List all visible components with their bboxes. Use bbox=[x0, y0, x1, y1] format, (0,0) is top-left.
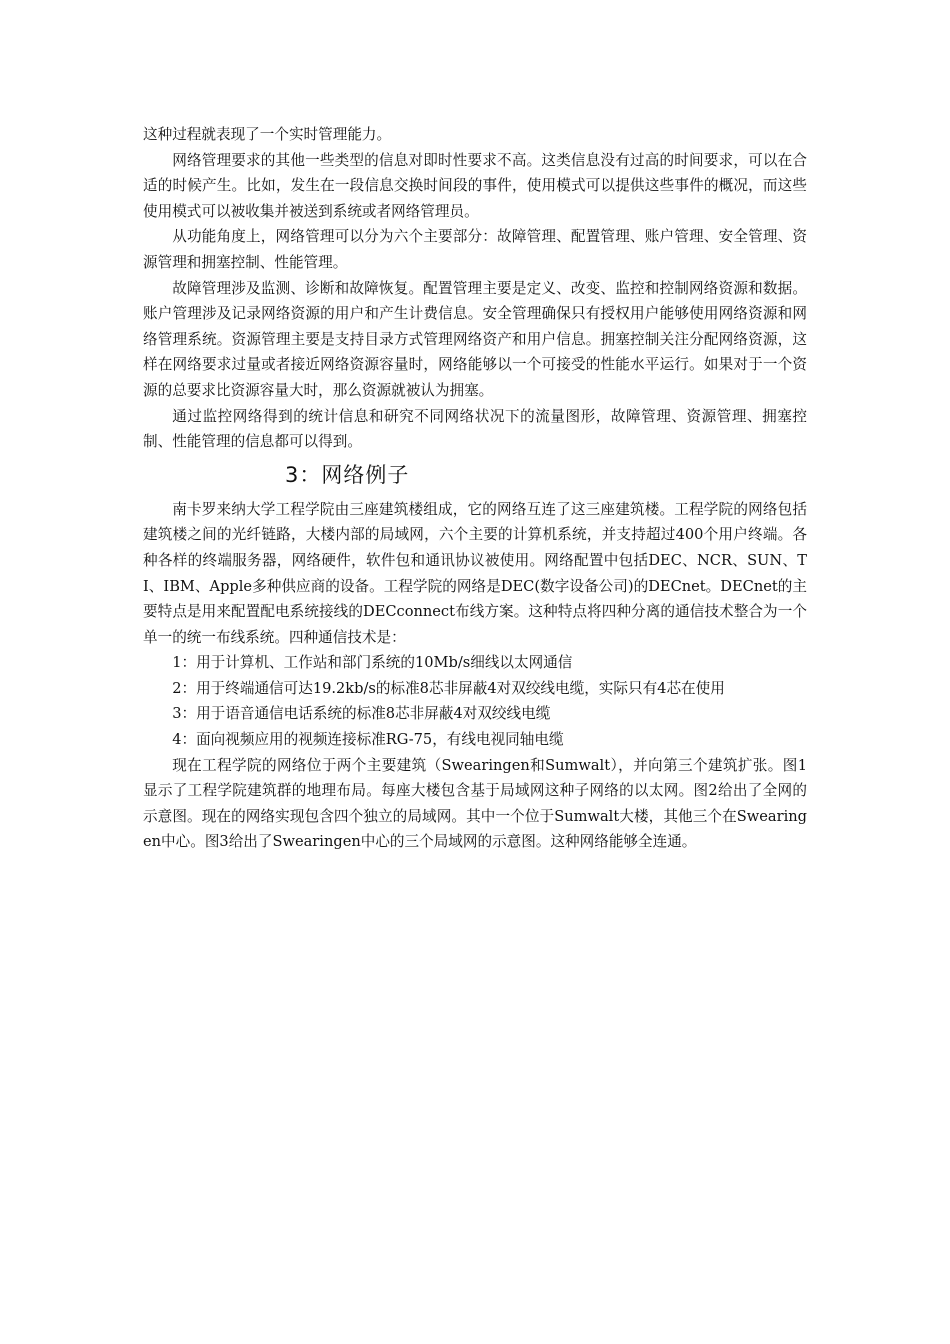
paragraph-management-details: 故障管理涉及监测、诊断和故障恢复。配置管理主要是定义、改变、监控和控制网络资源和数据。账户管理涉及记录网络资源的用户和产生计费信息。安全管理确保只有授权用户能够使用网络资源和网络管理系统。资源管理主要是支持目录方式管理网络资产和用户信息。拥塞控制关注分配网络资源，这样在网络要求过量或者接近网络资源容量时，网络能够以一个可接受的性能水平运行。如果对于一个资源的总要求比资源容量大时，那么资源就被认为拥塞。 bbox=[143, 279, 807, 399]
paragraph-network-example: 南卡罗来纳大学工程学院由三座建筑楼组成，它的网络互连了这三座建筑楼。工程学院的网络包括建筑楼之间的光纤链路，大楼内部的局域网，六个主要的计算机系统，并支持超过400个用户终端。各种各样的终端服务器，网络硬件，软件包和通讯协议被使用。网络配置中包括DEC、NCR、SUN、TI、IBM、Apple多种供应商的设备。工程学院的网络是DEC(数字设备公司)的DECnet。DECnet的主要特点是用来配置配电系统接线的DECconnect布线方案。这种特点将四种分离的通信技术整合为一个单一的统一布线系统。四种通信技术是： bbox=[143, 500, 807, 646]
paragraph-continuation: 这种过程就表现了一个实时管理能力。 bbox=[143, 126, 392, 143]
list-item-tech-1: 1：用于计算机、工作站和部门系统的10Mb/s细线以太网通信 bbox=[172, 654, 573, 672]
section-heading: 3：网络例子 bbox=[285, 462, 410, 487]
paragraph-info-timeliness: 网络管理要求的其他一些类型的信息对即时性要求不高。这类信息没有过高的时间要求，可以在合适的时候产生。比如，发生在一段信息交换时间段的事件，使用模式可以提供这些事件的概况，而这些使用模式可以被收集并被送到系统或者网络管理员。 bbox=[143, 151, 807, 220]
list-item-tech-4: 4：面向视频应用的视频连接标准RG-75，有线电视同轴电缆 bbox=[172, 731, 564, 749]
list-item-tech-2: 2：用于终端通信可达19.2kb/s的标准8芯非屏蔽4对双绞线电缆，实际只有4芯在使用 bbox=[172, 679, 725, 697]
list-item-tech-3: 3：用于语音通信电话系统的标准8芯非屏蔽4对双绞线电缆 bbox=[172, 705, 551, 723]
paragraph-statistics: 通过监控网络得到的统计信息和研究不同网络状况下的流量图形，故障管理、资源管理、拥塞控制、性能管理的信息都可以得到。 bbox=[143, 407, 807, 451]
paragraph-current-network: 现在工程学院的网络位于两个主要建筑（Swearingen和Sumwalt），并向第三个建筑扩张。图1显示了工程学院建筑群的地理布局。每座大楼包含基于局域网这种子网络的以太网。图2给出了全网的示意图。现在的网络实现包含四个独立的局域网。其中一个位于Sumwalt大楼，其他三个在Swearingen中心。图3给出了Swearingen中心的三个局域网的示意图。这种网络能够全连通。 bbox=[143, 756, 807, 851]
document-page bbox=[143, 122, 807, 855]
paragraph-functional-areas: 从功能角度上，网络管理可以分为六个主要部分：故障管理、配置管理、账户管理、安全管理、资源管理和拥塞控制、性能管理。 bbox=[143, 228, 807, 271]
